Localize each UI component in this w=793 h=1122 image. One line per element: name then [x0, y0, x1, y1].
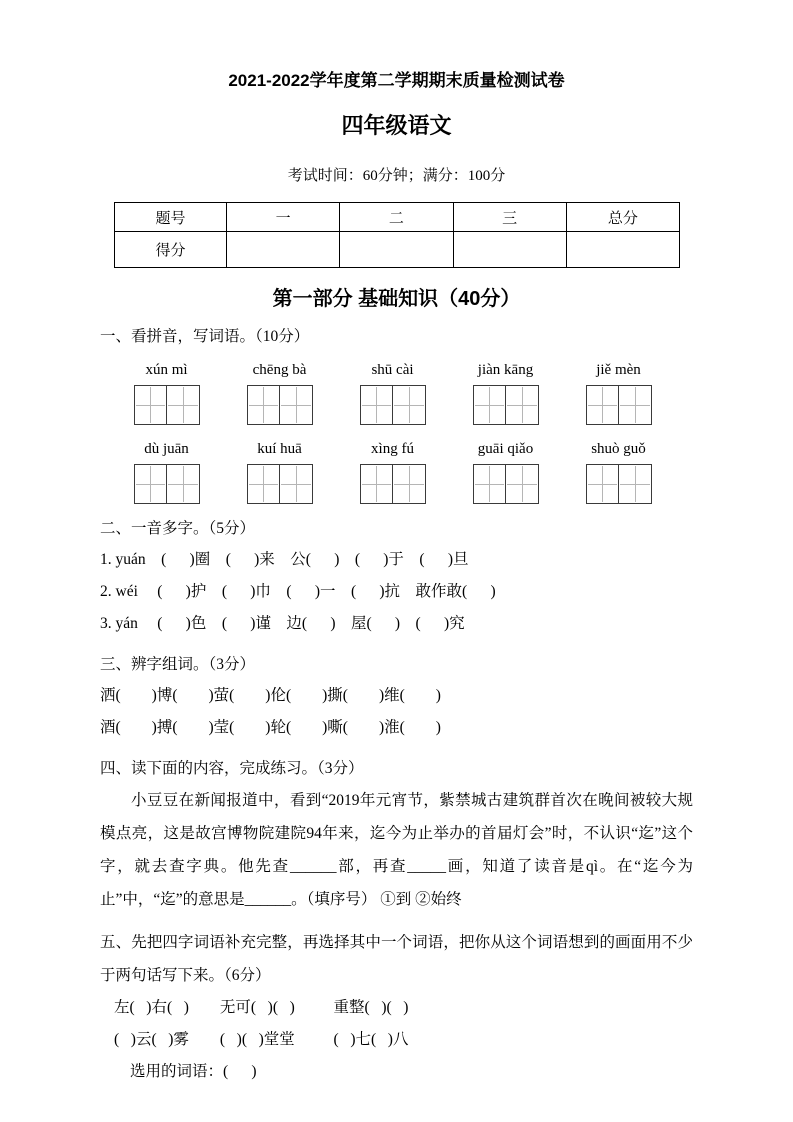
character-box	[280, 464, 313, 504]
q4-title: 四、读下面的内容，完成练习。（3分）	[100, 760, 364, 777]
pinyin-word-col	[336, 360, 449, 425]
pinyin-label: shū cài	[371, 362, 414, 378]
score-blank-cell	[453, 232, 566, 268]
character-box	[506, 385, 539, 425]
q3-line-2: 酒( )搏( )莹( )轮( )嘶( )淮( )	[100, 719, 441, 736]
exam-subtitle: 四年级语文	[341, 113, 452, 138]
score-table-cell-total: 总分	[566, 203, 679, 232]
pinyin-word-col	[110, 439, 223, 504]
pinyin-word-col	[223, 360, 336, 425]
pinyin-label: jiàn kāng	[477, 362, 534, 378]
score-table-cell-one: 一	[227, 203, 340, 232]
writing-grid	[223, 464, 336, 504]
pinyin-label: chēng bà	[252, 362, 307, 378]
score-blank-cell	[340, 232, 453, 268]
q3-line-1: 洒( )博( )萤( )伦( )撕( )维( )	[100, 687, 441, 704]
writing-grid	[223, 385, 336, 425]
pinyin-label: xìng fú	[371, 441, 414, 457]
q2-title: 二、一音多字。（5分）	[100, 520, 256, 537]
writing-grid	[336, 464, 449, 504]
writing-grid	[110, 464, 223, 504]
score-blank-cell	[227, 232, 340, 268]
q2-line-1: 1. yuán ( )圈 ( )来 公( ) ( )于 ( )旦	[100, 551, 469, 568]
character-box	[586, 464, 619, 504]
character-box	[134, 385, 167, 425]
q3-title: 三、辨字组词。（3分）	[100, 656, 256, 673]
pinyin-word-col	[110, 360, 223, 425]
q2-line-3: 3. yán ( )色 ( )谨 边( ) 屋( ) ( )究	[100, 615, 465, 632]
writing-grid	[562, 385, 675, 425]
character-box	[360, 385, 393, 425]
pinyin-word-col	[562, 360, 675, 425]
score-table-cell-three: 三	[453, 203, 566, 232]
pinyin-word-col	[336, 439, 449, 504]
pinyin-label: xún mì	[145, 362, 188, 378]
exam-title: 2021-2022学年度第二学期期末质量检测试卷	[228, 71, 565, 90]
writing-grid	[110, 385, 223, 425]
q4-paragraph: 小豆豆在新闻报道中，看到“2019年元宵节，紫禁城古建筑群首次在晚间被较大规模点亮，这是故宫博物院建院94年来，迄今为止举办的首届灯会”时，不认识“迄”这个字，就去查字典。他先查______部，再查_____画，知道了读音是qì。在“迄今为止”中，“迄”的意思是______。（填序号） ①到 ②始终	[100, 792, 693, 908]
character-box	[619, 385, 652, 425]
pinyin-word-col	[562, 439, 675, 504]
score-table-cell-two: 二	[340, 203, 453, 232]
character-box	[134, 464, 167, 504]
score-table-header-row	[115, 203, 680, 232]
exam-info: 考试时间：60分钟；满分：100分	[287, 168, 506, 184]
character-box	[393, 464, 426, 504]
pinyin-label: shuò guǒ	[591, 441, 646, 457]
character-box	[280, 385, 313, 425]
character-box	[167, 385, 200, 425]
character-box	[473, 464, 506, 504]
pinyin-label: kuí huā	[257, 441, 302, 457]
character-box	[473, 385, 506, 425]
q5-line-1: 左( )右( ) 无可( )( ) 重整( )( )	[114, 999, 409, 1016]
writing-grid	[562, 464, 675, 504]
score-blank-cell	[566, 232, 679, 268]
writing-grid	[449, 385, 562, 425]
character-box	[586, 385, 619, 425]
pinyin-word-col	[223, 439, 336, 504]
pinyin-word-col	[449, 439, 562, 504]
score-table-score-row	[115, 232, 680, 268]
pinyin-label: jiě mèn	[596, 362, 641, 378]
q5-line-2: ( )云( )雾 ( )( )堂堂 ( )七( )八	[114, 1031, 409, 1048]
character-box	[167, 464, 200, 504]
q1-title: 一、看拼音，写词语。（10分）	[100, 328, 310, 345]
pinyin-word-col	[449, 360, 562, 425]
writing-grid	[336, 385, 449, 425]
score-table-cell-tihao: 题号	[115, 203, 227, 232]
character-box	[506, 464, 539, 504]
q5-title: 五、先把四字词语补充完整，再选择其中一个词语，把你从这个词语想到的画面用不少于两句话写下来。（6分）	[100, 934, 693, 984]
pinyin-label: dù juān	[144, 441, 189, 457]
character-box	[393, 385, 426, 425]
part1-heading: 第一部分 基础知识（40分）	[272, 288, 521, 310]
pinyin-row-2	[110, 439, 693, 504]
writing-grid	[449, 464, 562, 504]
character-box	[247, 385, 280, 425]
character-box	[247, 464, 280, 504]
score-table-cell-defen: 得分	[115, 232, 227, 268]
pinyin-label: guāi qiǎo	[477, 441, 534, 457]
pinyin-row-1	[110, 360, 693, 425]
score-table	[114, 202, 680, 268]
character-box	[619, 464, 652, 504]
q5-chosen-word-line: 选用的词语：( )	[130, 1063, 257, 1080]
character-box	[360, 464, 393, 504]
q2-line-2: 2. wéi ( )护 ( )巾 ( )一 ( )抗 敢作敢( )	[100, 583, 496, 600]
